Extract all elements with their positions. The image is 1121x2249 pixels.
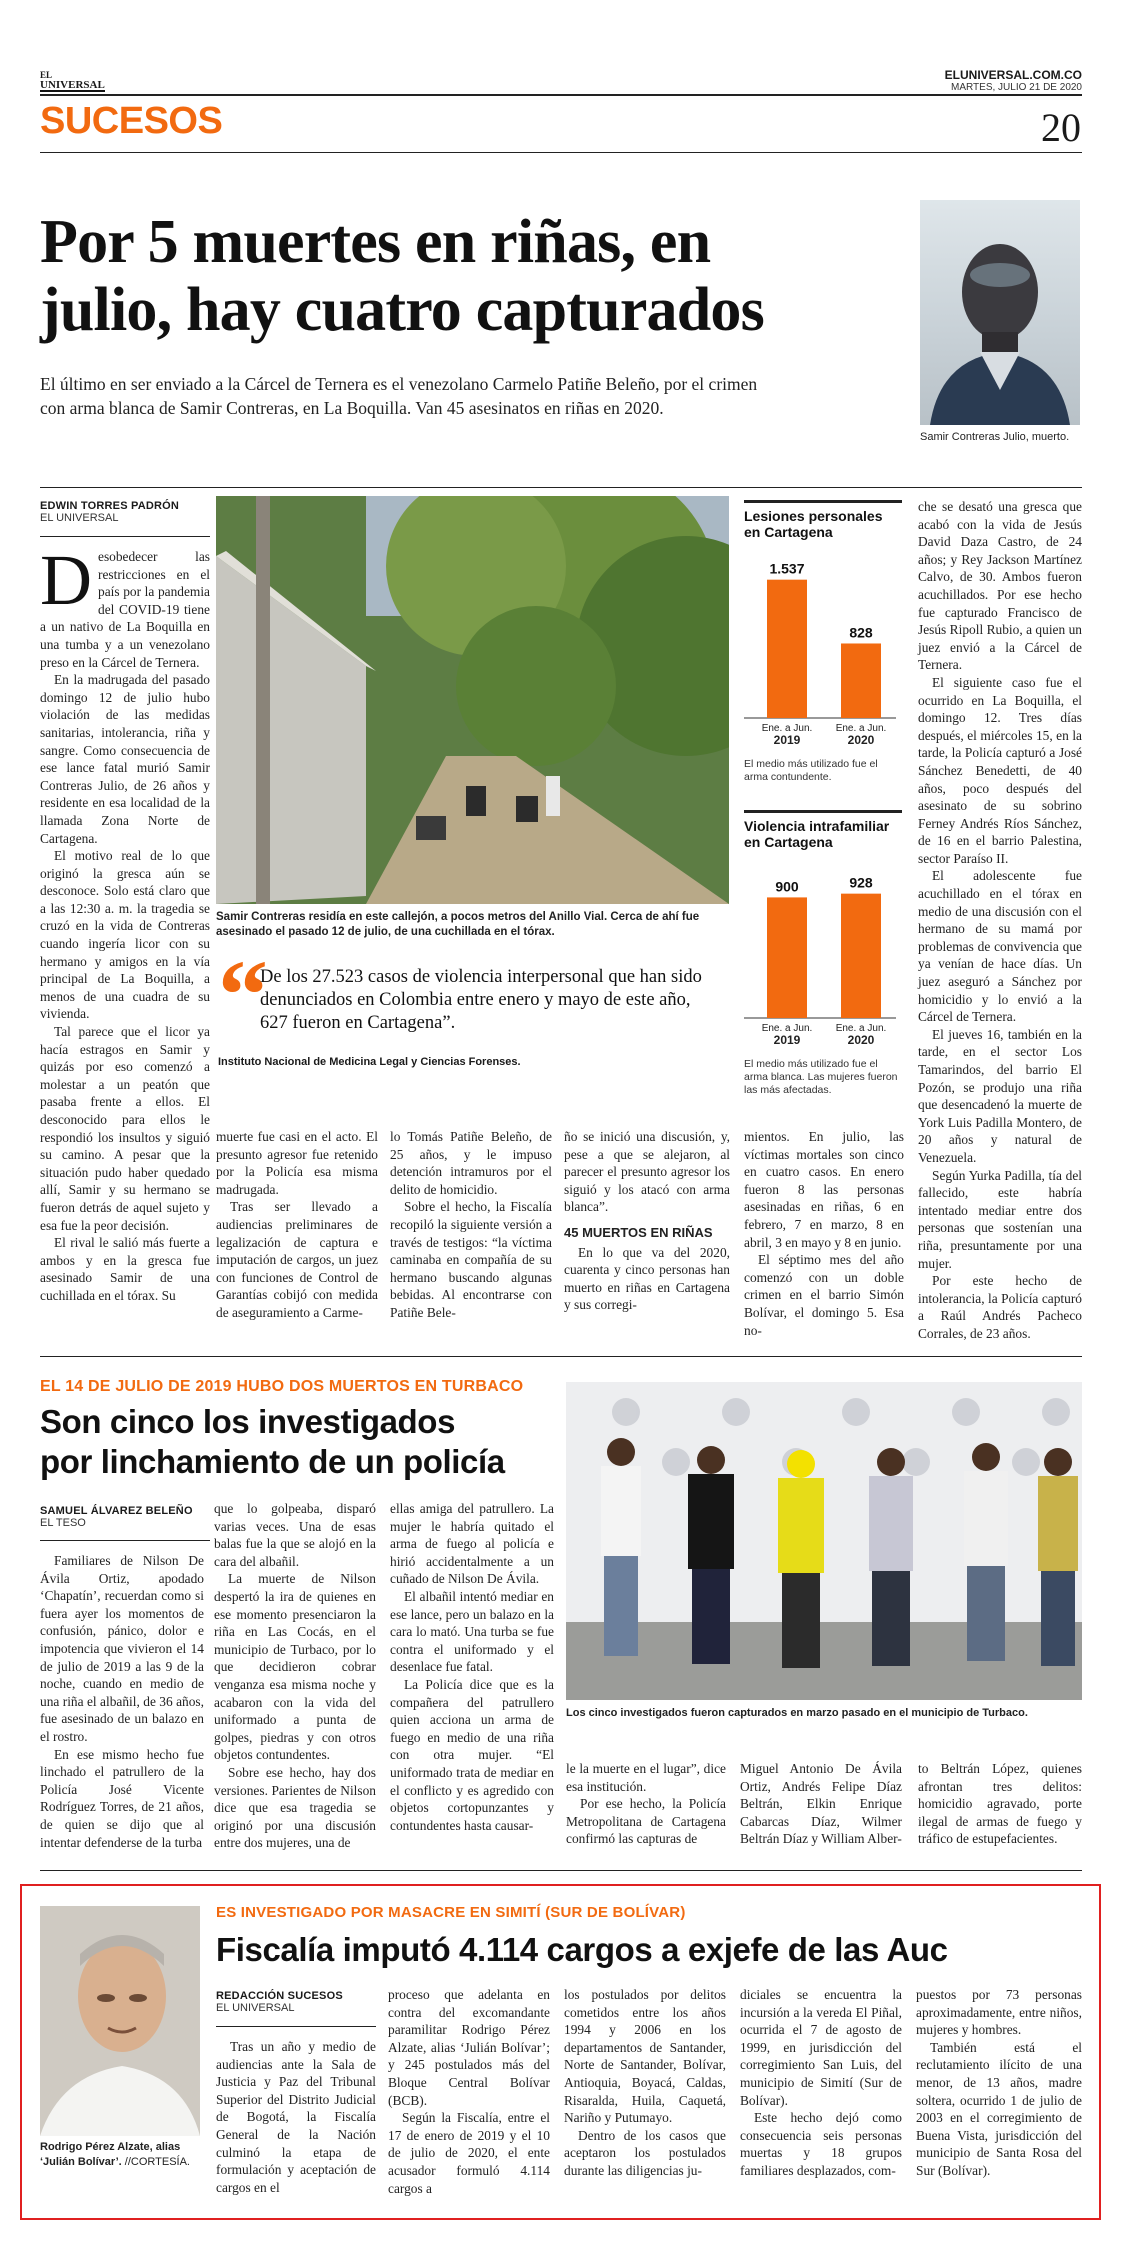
tick-label: 2019 [773, 733, 801, 747]
tick-label: 2020 [847, 1033, 875, 1047]
byline-rule [40, 536, 210, 537]
story1-column-3 [390, 1128, 552, 1322]
paragraph: Tras un año y medio de audiencias ante la Sala de Justicia y Paz del Tribunal Superior del Distrito Judicial de Bogotá, la Fiscalía General de la Nación culminó la etapa de formulación y aceptación de cargos en el [216, 2039, 376, 2195]
chart-note: El medio más utilizado fue el arma blanca. Las mujeres fueron las más afectadas. [744, 1058, 898, 1096]
paragraph: lo Tomás Patiñe Beleño, de 25 años, y le impuso detención intramuros por el delito de homicidio. [390, 1129, 552, 1197]
story1-top-rule [40, 487, 1082, 488]
logo-line-1: EL [40, 70, 53, 80]
paragraph: diciales se encuentra la incursión a la vereda El Piñal, ocurrida el 7 de agosto de 1999, en jurisdicción del corregimiento San Luis, del municipio de Simití (Sur de Bolívar). [740, 1987, 902, 2108]
story2-headline-line1: Son cinco los investigados [40, 1403, 456, 1440]
paragraph: En la madrugada del pasado domingo 12 de julio hubo violación de las medidas sanitarias, intolerancia, riña y sangre. Como consecuencia de ese lance fatal murió Samir Contreras Julio, de 26 años y residente en esa localidad de la llamada Zona Norte de Cartagena. [40, 672, 210, 846]
paragraph: mientos. En julio, las víctimas mortales son cinco en cuatro casos. En enero fueron 8 las personas asesinadas en riñas, 6 en febrero, 7 en marzo, 8 en abril, 3 en mayo y 8 en junio. [744, 1129, 904, 1250]
chart-note: El medio más utilizado fue el arma contundente. [744, 758, 878, 783]
paragraph: Según Yurka Padilla, tía del fallecido, este habría intentado mediar entre dos personas que sostenían una riña, presuntamente por una mujer. [918, 1167, 1082, 1271]
paragraph: Tal parece que el licor ya hacía estragos en Samir y quizás por eso comenzó a molestar a un peatón que pasaba frente a ellos. El desconocido para ellos le respondió los insultos y siguió su camino. A pesar que la situación pudo haber quedado allí, Samir y su hermano se fueron detrás de aquel sujeto y esa fue la peor decisión. [40, 1024, 210, 1233]
data-label: 828 [849, 624, 873, 641]
story3-kicker: ES INVESTIGADO POR MASACRE EN SIMITÍ (SUR DE BOLÍVAR) [216, 1904, 686, 1921]
paragraph: También está el reclutamiento ilícito de una menor, de 13 años, madre soltera, ocurrido 1 de julio de 2003 en el corregimiento de Buena Vista, jurisdicción del municipio de Santa Rosa del Sur (Bolívar). [916, 2039, 1082, 2178]
paragraph: Este hecho dejó como consecuencia seis personas muertas y 18 grupos familiares desplazados, com- [740, 2110, 902, 2178]
story2-kicker: EL 14 DE JULIO DE 2019 HUBO DOS MUERTOS EN TURBACO [40, 1378, 524, 1395]
masthead-rule [40, 94, 1082, 96]
issue-date: MARTES, JULIO 21 DE 2020 [951, 82, 1082, 93]
portrait-figure [40, 1906, 200, 2136]
dropcap: D [40, 548, 92, 620]
pull-quote-source: Instituto Nacional de Medicina Legal y Ciencias Forenses. [218, 1056, 521, 1068]
paragraph: Sobre ese hecho, hay dos versiones. Parientes de Nilson dice que esa tragedia se originó por una discusión entre dos mujeres, una de [214, 1764, 376, 1851]
newspaper-logo [40, 70, 105, 92]
paragraph: El séptimo mes del año comenzó con un doble crimen en el barrio Simón Bolívar, el domingo 5. Esa no- [744, 1252, 904, 1338]
chart-plot [744, 858, 902, 1058]
bar [767, 580, 807, 718]
story1-column-5 [744, 1128, 904, 1339]
story1-headline-line2: julio, hay cuatro capturados [40, 276, 764, 344]
story2-byline [40, 1505, 210, 1529]
tick-label: Ene. a Jun. [835, 1023, 887, 1034]
story-divider [40, 1356, 1082, 1357]
alley-photo-scene [216, 496, 729, 904]
byline-rule [216, 2026, 376, 2027]
paragraph: Por este hecho de intolerancia, la Policía capturó a Raúl Andrés Pacheco Corrales, de 23 años. [918, 1273, 1082, 1341]
story3-headline: Fiscalía imputó 4.114 cargos a exjefe de las Auc [216, 1931, 948, 1968]
story1-column-6 [918, 498, 1082, 1343]
pull-quote-mark: “ [218, 939, 268, 1050]
chart-top-rule [744, 500, 902, 503]
paragraph: El adolescente fue acuchillado en el tórax en medio de una discusión con el hermano de su mamá por problemas de convivencia que ya venían de hace días. Un juez aseguró a Sánchez por homicidio y lo envió a la Cárcel de Ternera. [918, 868, 1082, 1025]
suspects-photo-caption: Los cinco investigados fueron capturados en marzo pasado en el municipio de Turbaco. [566, 1707, 1028, 1719]
story3-byline [216, 1990, 376, 2014]
paragraph: El siguiente caso fue el ocurrido en La Boquilla, el domingo 12. Tres días después, el miércoles 15, en la tarde, la Policía capturó a José Sánchez Benedetti, de 40 años, poco después del asesinato de su sobrino Ferney Andrés Ríos Sánchez, de 16 en el barrio Palestina, sector Paraíso II. [918, 674, 1082, 866]
story3-column-3 [564, 1986, 726, 2180]
story3-column-1 [216, 2038, 376, 2196]
story2-column-1 [40, 1552, 204, 1851]
paragraph: muerte fue casi en el acto. El presunto agresor fue retenido por la Policía esa misma madrugada. [216, 1129, 378, 1197]
paragraph: El jueves 16, también en la tarde, en el sector Los Tamarindos, del barrio El Pozón, se produjo una riña que desencadenó la muerte de York Luis Padilla Montero, de 20 años y natural de Venezuela. [918, 1026, 1082, 1165]
site-url[interactable]: ELUNIVERSAL.COM.CO [944, 68, 1082, 82]
byline-author: REDACCIÓN SUCESOS [216, 1990, 343, 2002]
paragraph: Miguel Antonio De Ávila Ortiz, Andrés Felipe Díaz Beltrán, Elkin Enrique Cabarcas Díaz, Wilmer Beltrán Díaz y William Alber- [740, 1761, 902, 1847]
paragraph: Dentro de los casos que aceptaron los postulados durante las diligencias ju- [564, 2127, 726, 2178]
section-title: SUCESOS [40, 100, 223, 142]
story2-column-6 [918, 1760, 1082, 1848]
paragraph: le la muerte en el lugar”, dice esa institución. [566, 1761, 726, 1794]
paragraph: puestos por 73 personas aproximadamente, entre niños, mujeres y hombres. [916, 1987, 1082, 2038]
data-label: 1.537 [769, 560, 805, 577]
paragraph: En lo que va del 2020, cuarenta y cinco personas han muerto en riñas en Cartagena y sus corregi- [564, 1244, 730, 1313]
story3-column-5 [916, 1986, 1082, 2180]
byline-outlet: EL TESO [40, 1517, 86, 1529]
story1-column-4 [564, 1128, 730, 1314]
paragraph: Según la Fiscalía, entre el 17 de enero de 2019 y el 10 de julio de 2020, el ente acusador formuló 4.114 cargos a [388, 2110, 550, 2196]
chart-title: Lesiones personales en Cartagena [744, 508, 883, 540]
section-rule [40, 152, 1082, 153]
byline-rule [40, 1540, 210, 1541]
story2-column-4 [566, 1760, 726, 1848]
paragraph: esobedecer las restricciones en el país por la pandemia del COVID-19 tiene a un nativo de La Boquilla en una tumba y a un venezolano preso en la Cárcel de Ternera. [40, 549, 210, 670]
story1-dek-line1: El último en ser enviado a la Cárcel de Ternera es el venezolano Carmelo Patiñe Beleño, por el crimen [40, 374, 758, 394]
byline-author: SAMUEL ÁLVAREZ BELEÑO [40, 1505, 193, 1517]
paragraph: to Beltrán López, quienes afrontan tres delitos: homicidio agravado, porte ilegal de armas de fuego y tráfico de estupefacientes. [918, 1761, 1082, 1847]
paragraph: proceso que adelanta en contra del excomandante paramilitar Rodrigo Pérez Alzate, alias ‘Julián Bolívar’; y 245 postulados más del Bloque Central Bolívar (BCB). [388, 1987, 550, 2108]
portrait-caption-credit: //CORTESÍA. [121, 2156, 190, 2168]
story1-dek [40, 372, 920, 420]
paragraph: El rival le salió más fuerte a ambos y en la gresca fue asesinado Samir de una cuchillada en el tórax. Su [40, 1235, 210, 1303]
tick-label: Ene. a Jun. [835, 723, 887, 734]
data-label: 928 [849, 874, 873, 891]
byline-outlet: EL UNIVERSAL [40, 512, 119, 524]
story3-column-2 [388, 1986, 550, 2197]
byline-outlet: EL UNIVERSAL [216, 2002, 295, 2014]
chart-violencia [744, 810, 902, 1110]
paragraph: La Policía dice que es la compañera del patrullero quien acciona un arma de fuego en medio de una riña con otra mujer. “El uniformado trata de mediar en el conflicto y es agredido con objetos cortopunzantes y contundentes hasta causar- [390, 1676, 554, 1833]
paragraph: El albañil intentó mediar en ese lance, pero un balazo en la cara lo mató. Una turba se fue contra el uniformado y el desenlace fue fatal. [390, 1588, 554, 1675]
tick-label: Ene. a Jun. [761, 1023, 813, 1034]
alley-photo-caption: Samir Contreras residía en este callejón, a pocos metros del Anillo Vial. Cerca de ahí fue asesinado el pasado 12 de julio, de una cuchillada en el tórax. [216, 911, 700, 938]
paragraph: ellas amiga del patrullero. La mujer le habría quitado el arma de fuego al policía e hirió accidentalmente a un cuñado de Nilson De Ávila. [390, 1501, 554, 1587]
data-label: 900 [775, 878, 799, 895]
paragraph: Tras ser llevado a audiencias preliminares de legalización de captura e imputación de cargos, un juez con funciones de Control de Garantías cobijó con medida de aseguramiento a Carme- [216, 1199, 378, 1320]
story-divider [40, 1870, 1082, 1871]
paragraph: ño se inició una discusión, y, pese a que se alejaron, al parecer el presunto agresor los siguió y los atacó con arma blanca”. [564, 1129, 730, 1215]
story1-headline-line1: Por 5 muertes en riñas, en [40, 208, 711, 276]
tick-label: 2019 [773, 1033, 801, 1047]
alley-photo [216, 496, 729, 904]
paragraph: Sobre el hecho, la Fiscalía recopiló la siguiente versión a través de testigos: “la víctima caminaba en compañía de su hermano buscando algunas bebidas. Al encontrarse con Patiñe Bele- [390, 1199, 552, 1320]
paragraph: Por ese hecho, la Policía Metropolitana de Cartagena confirmó las capturas de [566, 1796, 726, 1847]
bar [841, 643, 881, 718]
tick-label: Ene. a Jun. [761, 723, 813, 734]
portrait-caption-name: Rodrigo Pérez Alzate, alias ‘Julián Bolívar’. [40, 2141, 181, 2168]
paragraph: che se desató una gresca que acabó con la vida de Jesús David Daza Castro, de 24 años; y Rey Jackson Martínez Calvo, de 30. Ambos fueron acuchillados. Por ese hecho fue capturado Francisco de Jesús Ripoll Rubio, a quien un juez envió a la Cárcel de Ternera. [918, 499, 1082, 673]
chart-plot [744, 548, 902, 758]
paragraph: Familiares de Nilson De Ávila Ortiz, apodado ‘Chapatín’, recuerdan como si fuera ayer los momentos de confusión, pánico, dolor e impotencia que vivieron el 14 de julio de 2019 a las 9 de la noche, cuando en medio de una riña el albañil, de 36 años, fue asesinado de un balazo en el rostro. [40, 1553, 204, 1744]
victim-portrait [920, 200, 1080, 425]
auc-leader-portrait-caption [40, 2140, 210, 2170]
paragraph: En ese mismo hecho fue linchado el patrullero de la Policía José Vicente Rodríguez Torres, de 21 años, de quien se dijo que al intentar defenderse de la turba [40, 1746, 204, 1850]
auc-leader-portrait [40, 1906, 200, 2136]
byline-author: EDWIN TORRES PADRÓN [40, 500, 180, 512]
suspects-photo-scene [566, 1382, 1082, 1700]
paragraph: El motivo real de lo que originó la gresca aún se desconoce. Solo está claro que a las 12:30 a. m. la tragedia se cruzó en la vida de Contreras cuando ingería licor con su hermano y amigos en la vía principal de La Boquilla, a menos de una cuadra de su vivienda. [40, 848, 210, 1022]
bar [767, 897, 807, 1018]
story1-column-1 [40, 548, 210, 1328]
chart-lesiones [744, 500, 902, 800]
story1-byline [40, 500, 210, 524]
subhead: 45 MUERTOS EN RIÑAS [564, 1224, 713, 1240]
suspects-photo [566, 1382, 1082, 1700]
chart-top-rule [744, 810, 902, 813]
pull-quote-text: De los 27.523 casos de violencia interpersonal que han sido denunciados en Colombia entre enero y mayo de este año, 627 fueron en Cartagena”. [260, 967, 702, 1033]
paragraph: La muerte de Nilson despertó la ira de quienes en ese momento presenciaron la riña en Las Cocás, en el municipio de Turbaco, por lo que decidieron cobrar venganza esa misma noche y acabaron con la vida del uniformado a punta de golpes, piedras y con otros objetos contundentes. [214, 1571, 376, 1763]
chart-title: Violencia intrafamiliar en Cartagena [744, 818, 890, 850]
story1-headline [40, 208, 920, 344]
victim-portrait-caption: Samir Contreras Julio, muerto. [920, 431, 1070, 443]
story2-column-2 [214, 1500, 376, 1852]
portrait-figure [920, 200, 1080, 425]
story2-headline-line2: por linchamiento de un policía [40, 1443, 505, 1480]
story1-dek-line2: con arma blanca de Samir Contreras, en La Boquilla. Van 45 asesinatos en riñas en 2020. [40, 398, 664, 418]
bar [841, 894, 881, 1018]
story3-column-4 [740, 1986, 902, 2180]
tick-label: 2020 [847, 733, 875, 747]
story1-column-2 [216, 1128, 378, 1322]
story2-column-3 [390, 1500, 554, 1834]
paragraph: los postulados por delitos cometidos entre los años 1994 y 2006 en los departamentos de Santander, Norte de Santander, Bolívar, Antioquia, Boyacá, Caldas, Risaralda, Huila, Caquetá, Nariño y Putumayo. [564, 1987, 726, 2126]
story2-headline [40, 1402, 570, 1482]
logo-line-2: UNIVERSAL [40, 79, 105, 91]
page-number: 20 [1041, 105, 1081, 150]
paragraph: que lo golpeaba, disparó varias veces. Una de esas balas fue la que se alojó en la cara del albañil. [214, 1501, 376, 1569]
story2-column-5 [740, 1760, 902, 1848]
